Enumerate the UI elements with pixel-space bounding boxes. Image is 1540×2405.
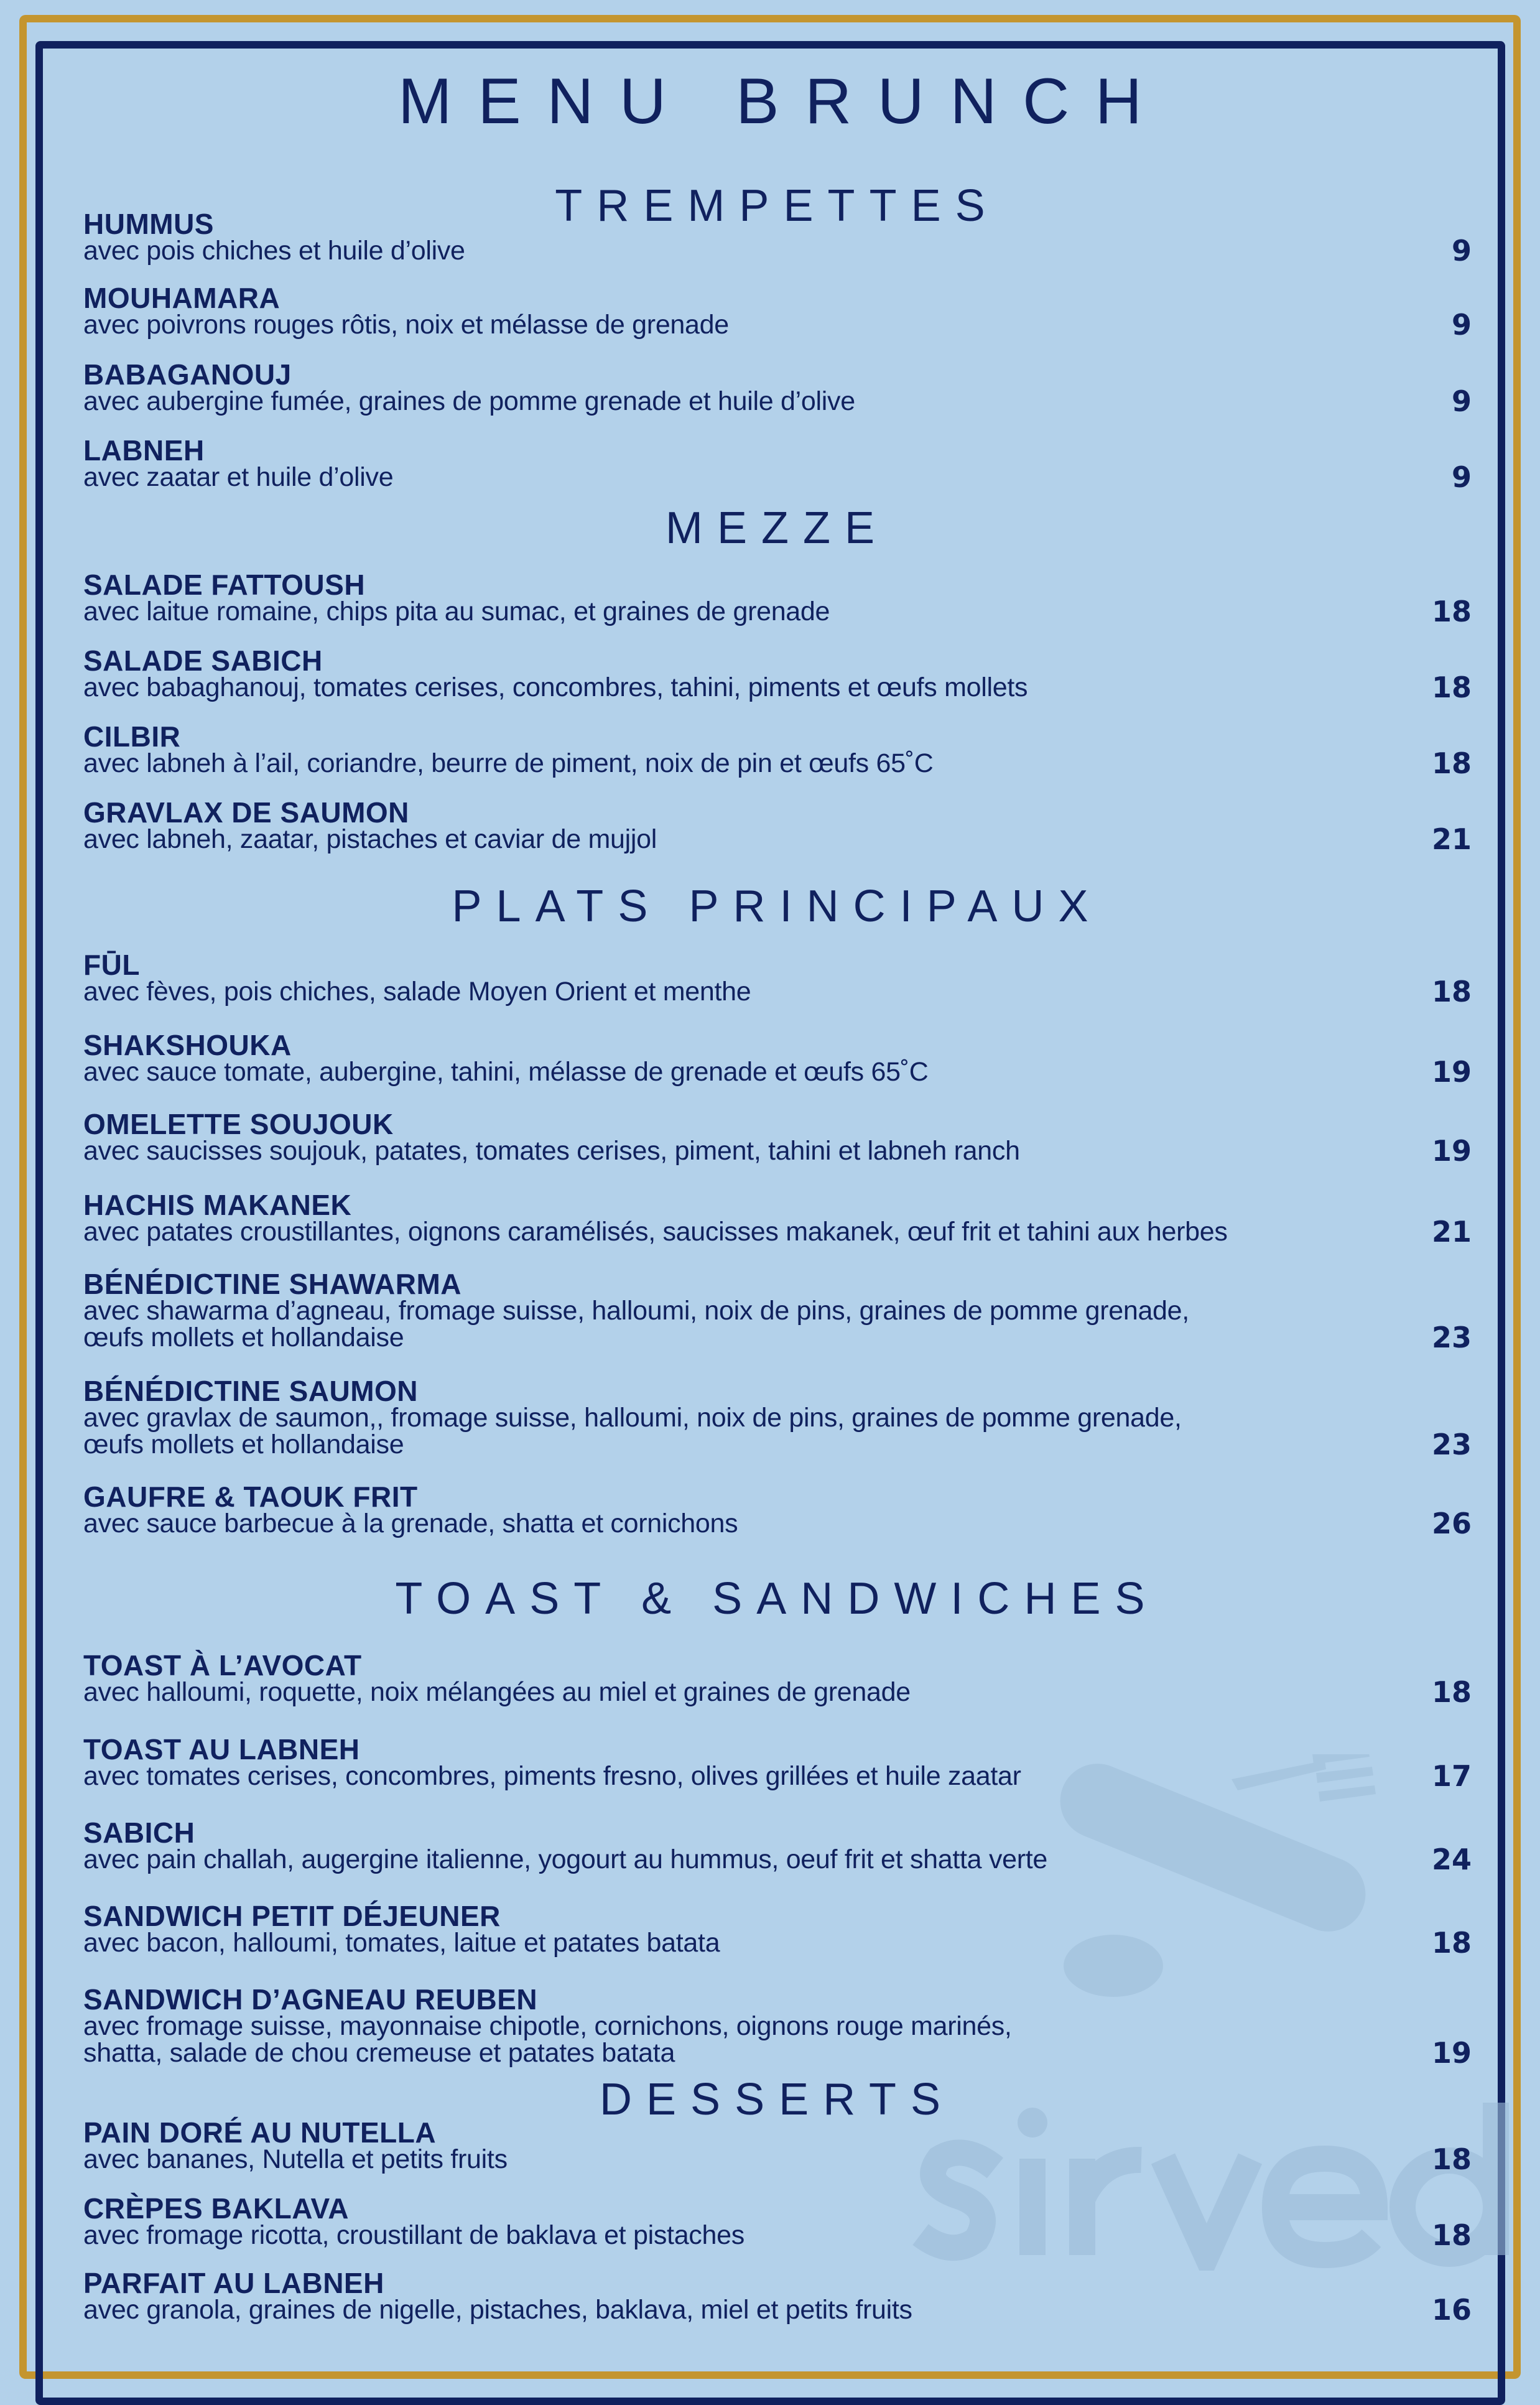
item-name: BABAGANOUJ <box>83 358 292 391</box>
item-name: SANDWICH D’AGNEAU REUBEN <box>83 1983 538 2016</box>
item-description: avec granola, graines de nigelle, pistaches, baklava, miel et petits fruits <box>83 2295 912 2325</box>
menu-item <box>83 282 1472 342</box>
menu-item <box>83 1649 1472 1709</box>
menu-item <box>83 2192 1472 2252</box>
item-price: 19 <box>1431 2036 1472 2070</box>
item-price: 18 <box>1431 2142 1472 2176</box>
item-price: 21 <box>1431 1215 1472 1249</box>
menu-item <box>83 796 1472 856</box>
menu-title: MENU BRUNCH <box>397 65 1168 137</box>
item-description: avec aubergine fumée, graines de pomme grenade et huile d’olive <box>83 386 855 416</box>
item-description: avec patates croustillantes, oignons caramélisés, saucisses makanek, œuf frit et tahini aux herbes <box>83 1217 1228 1247</box>
item-price: 24 <box>1431 1843 1472 1876</box>
item-name: SALADE FATTOUSH <box>83 569 366 601</box>
menu-item <box>83 1983 1472 2070</box>
item-description: avec sauce tomate, aubergine, tahini, mélasse de grenade et œufs 65˚C <box>83 1057 929 1087</box>
item-price: 18 <box>1431 1926 1472 1960</box>
item-name: GAUFRE & TAOUK FRIT <box>83 1481 418 1513</box>
section-heading: DESSERTS <box>599 2075 955 2124</box>
menu-item <box>83 1029 1472 1089</box>
item-price: 19 <box>1431 1134 1472 1168</box>
item-price: 18 <box>1431 2218 1472 2252</box>
item-name: GRAVLAX DE SAUMON <box>83 796 409 829</box>
item-description: œufs mollets et hollandaise <box>83 1323 404 1352</box>
fork-spoon-watermark-icon <box>1045 1754 1393 2016</box>
item-name: FŪL <box>83 949 140 981</box>
item-description: avec fèves, pois chiches, salade Moyen Orient et menthe <box>83 977 751 1007</box>
item-name: CILBIR <box>83 720 181 753</box>
item-description: avec pois chiches et huile d’olive <box>83 236 465 266</box>
item-price: 17 <box>1431 1759 1472 1793</box>
menu-item <box>83 434 1472 494</box>
item-description: avec sauce barbecue à la grenade, shatta et cornichons <box>83 1509 738 1538</box>
menu-item <box>83 1375 1472 1461</box>
menu-item <box>83 2116 1472 2176</box>
item-description: avec saucisses soujouk, patates, tomates cerises, piment, tahini et labneh ranch <box>83 1136 1020 1166</box>
item-description: avec labneh, zaatar, pistaches et caviar de mujjol <box>83 824 657 854</box>
menu-item <box>83 949 1472 1008</box>
item-price: 18 <box>1431 1675 1472 1709</box>
item-price: 18 <box>1431 975 1472 1008</box>
item-name: LABNEH <box>83 434 205 467</box>
item-description: avec labneh à l’ail, coriandre, beurre de piment, noix de pin et œufs 65˚C <box>83 748 934 778</box>
item-name: HACHIS MAKANEK <box>83 1189 352 1221</box>
menu-item <box>83 1108 1472 1168</box>
item-description: avec pain challah, augergine italienne, yogourt au hummus, oeuf frit et shatta verte <box>83 1844 1048 1874</box>
item-description: avec zaatar et huile d’olive <box>83 462 394 492</box>
item-name: MOUHAMARA <box>83 282 281 314</box>
menu-item <box>83 358 1472 418</box>
item-price: 9 <box>1451 460 1472 494</box>
item-price: 18 <box>1431 671 1472 704</box>
item-description: œufs mollets et hollandaise <box>83 1430 404 1459</box>
item-description: avec shawarma d’agneau, fromage suisse, halloumi, noix de pins, graines de pomme grenade, <box>83 1296 1189 1326</box>
item-name: BÉNÉDICTINE SAUMON <box>83 1375 419 1407</box>
item-description: avec poivrons rouges rôtis, noix et mélasse de grenade <box>83 310 729 340</box>
item-price: 19 <box>1431 1055 1472 1089</box>
item-price: 18 <box>1431 747 1472 780</box>
item-name: HUMMUS <box>83 208 214 240</box>
item-price: 21 <box>1431 822 1472 856</box>
menu-item <box>83 1733 1472 1793</box>
menu-item <box>83 1189 1472 1249</box>
item-name: SALADE SABICH <box>83 644 323 677</box>
item-price: 9 <box>1451 384 1472 418</box>
menu-item <box>83 644 1472 704</box>
item-price: 23 <box>1431 1428 1472 1461</box>
menu-item <box>83 1817 1472 1876</box>
section-heading: MEZZE <box>665 503 889 553</box>
item-description: avec gravlax de saumon,, fromage suisse, halloumi, noix de pins, graines de pomme grenade, <box>83 1403 1182 1433</box>
item-price: 18 <box>1431 595 1472 628</box>
item-name: CRÈPES BAKLAVA <box>83 2192 349 2225</box>
menu-item <box>83 2267 1472 2327</box>
item-name: OMELETTE SOUJOUK <box>83 1108 394 1140</box>
item-name: BÉNÉDICTINE SHAWARMA <box>83 1268 462 1300</box>
item-description: avec halloumi, roquette, noix mélangées au miel et graines de grenade <box>83 1677 911 1707</box>
item-name: PAIN DORÉ AU NUTELLA <box>83 2116 437 2149</box>
item-description: avec bacon, halloumi, tomates, laitue et patates batata <box>83 1928 720 1958</box>
item-description: avec fromage suisse, mayonnaise chipotle, cornichons, oignons rouge marinés, <box>83 2011 1012 2041</box>
section-heading: PLATS PRINCIPAUX <box>452 882 1103 931</box>
item-price: 16 <box>1431 2293 1472 2327</box>
menu-item <box>83 569 1472 628</box>
item-name: SHAKSHOUKA <box>83 1029 292 1061</box>
item-name: TOAST AU LABNEH <box>83 1733 360 1765</box>
menu-item <box>83 1268 1472 1354</box>
section-heading: TOAST & SANDWICHES <box>395 1574 1159 1624</box>
item-description: shatta, salade de chou cremeuse et patates batata <box>83 2038 675 2068</box>
item-name: TOAST À L’AVOCAT <box>83 1649 362 1682</box>
menu-item <box>83 1900 1472 1960</box>
item-description: avec babaghanouj, tomates cerises, concombres, tahini, piments et œufs mollets <box>83 672 1028 702</box>
menu-item <box>83 208 1472 267</box>
item-price: 9 <box>1451 308 1472 342</box>
item-name: PARFAIT AU LABNEH <box>83 2267 384 2299</box>
menu-item <box>83 1481 1472 1540</box>
item-description: avec laitue romaine, chips pita au sumac, et graines de grenade <box>83 597 830 626</box>
item-description: avec tomates cerises, concombres, piments fresno, olives grillées et huile zaatar <box>83 1761 1021 1791</box>
item-description: avec bananes, Nutella et petits fruits <box>83 2144 508 2174</box>
item-price: 23 <box>1431 1321 1472 1354</box>
item-description: avec fromage ricotta, croustillant de baklava et pistaches <box>83 2220 744 2250</box>
item-name: SABICH <box>83 1817 195 1849</box>
section-heading: TREMPETTES <box>555 181 1000 231</box>
menu-item <box>83 720 1472 780</box>
item-name: SANDWICH PETIT DÉJEUNER <box>83 1900 501 1932</box>
item-price: 26 <box>1431 1507 1472 1540</box>
item-price: 9 <box>1451 234 1472 267</box>
